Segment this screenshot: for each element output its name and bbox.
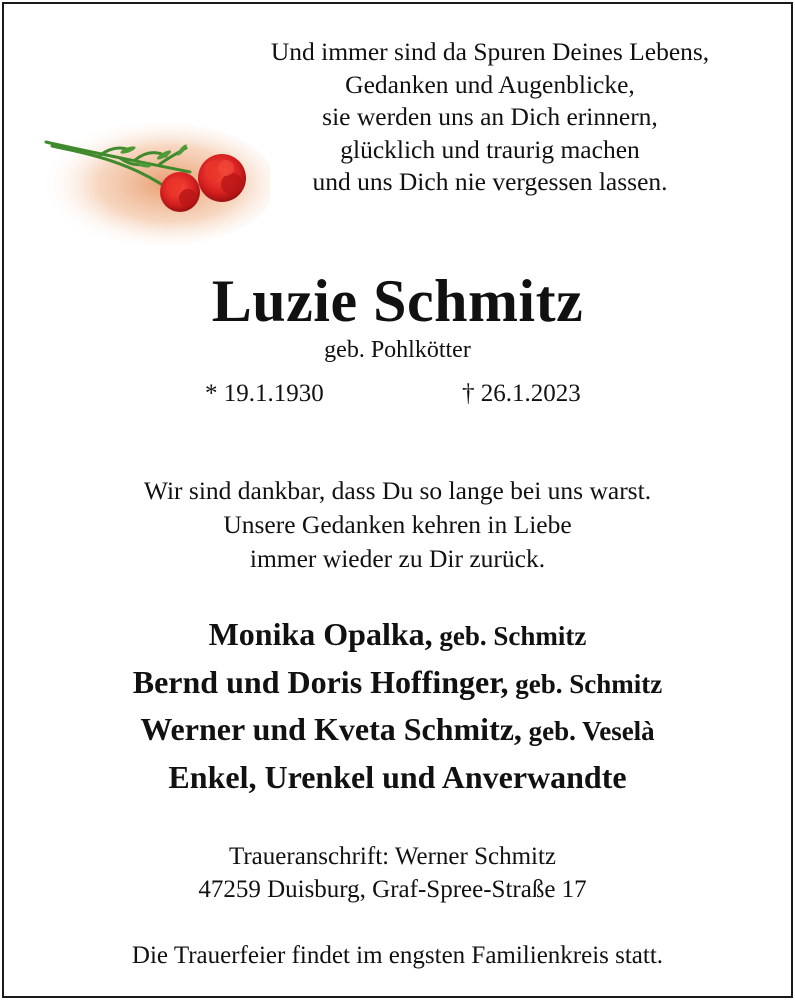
funeral-notice: Die Trauerfeier findet im engsten Familienkreis statt. [131, 942, 664, 969]
family-entry [0, 709, 795, 757]
death-date: † 26.1.2023 [462, 380, 581, 407]
carnation-image [40, 120, 270, 250]
carnation-blossom [160, 172, 200, 212]
gratitude-line: Wir sind dankbar, dass Du so lange bei uns warst. [143, 476, 652, 505]
deceased-name: Luzie Schmitz [211, 268, 584, 334]
family-name: Werner und Kveta Schmitz, [140, 711, 522, 747]
family-birth-name: geb. Veselà [521, 716, 655, 746]
family-birth-name: geb. Schmitz [432, 621, 587, 651]
gratitude-text [0, 474, 795, 576]
poem-line: und uns Dich nie vergessen lassen. [312, 167, 668, 196]
birth-date: * 19.1.1930 [205, 380, 324, 407]
poem-line: Und immer sind da Spuren Deines Lebens, [270, 37, 710, 66]
family-entry [0, 757, 795, 805]
address-line: Traueranschrift: Werner Schmitz [228, 843, 557, 870]
family-list [0, 614, 795, 804]
family-name: Monika Opalka, [208, 616, 433, 652]
poem [235, 36, 745, 199]
address-line: 47259 Duisburg, Graf-Spree-Straße 17 [198, 876, 587, 903]
carnation-blossom [198, 154, 246, 202]
mourning-address [0, 840, 785, 906]
family-name: Bernd und Doris Hoffinger, [132, 663, 509, 700]
maiden-name: geb. Pohlkötter [324, 337, 471, 363]
family-birth-name: geb. Schmitz [508, 668, 663, 699]
family-entry [0, 662, 795, 710]
family-name: Enkel, Urenkel und Anverwandte [168, 758, 627, 795]
gratitude-line: Unsere Gedanken kehren in Liebe [223, 510, 572, 539]
poem-line: Gedanken und Augenblicke, [345, 69, 635, 99]
poem-line: glücklich und traurig machen [340, 134, 640, 164]
gratitude-line: immer wieder zu Dir zurück. [249, 544, 546, 573]
poem-line: sie werden uns an Dich erinnern, [322, 102, 658, 131]
family-entry [0, 614, 795, 662]
